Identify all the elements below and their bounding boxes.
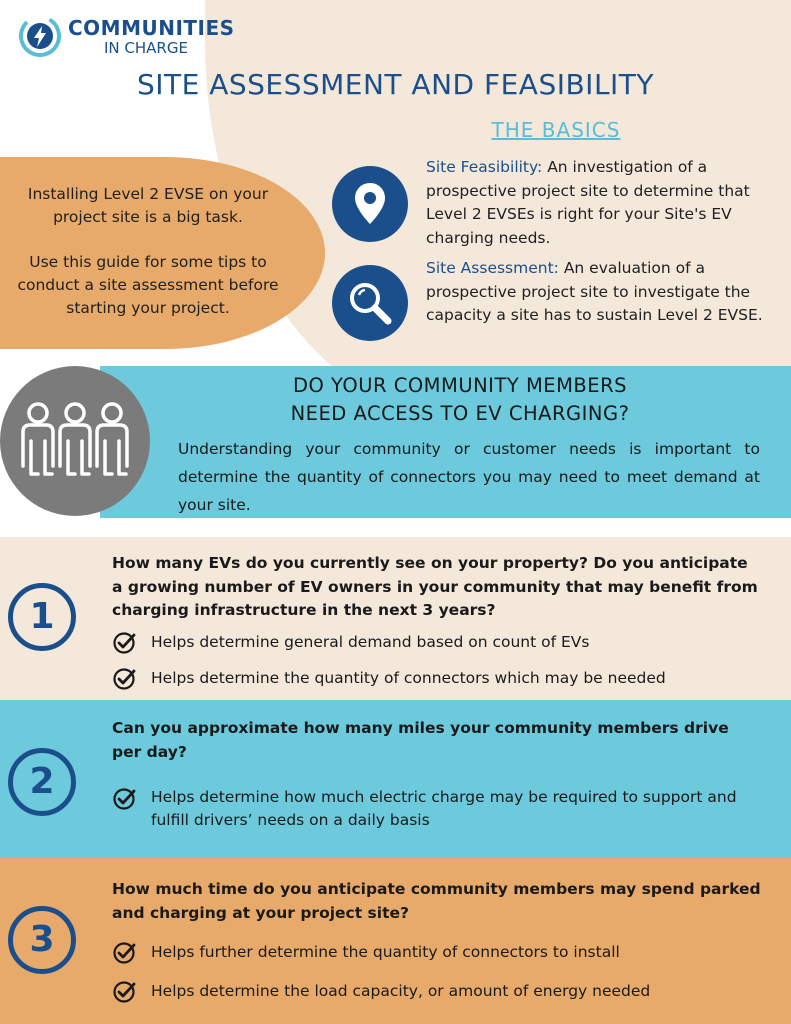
definition-assessment [426, 257, 778, 328]
question-3: How much time do you anticipate community members may spend parked and charging at your project site? [112, 880, 761, 922]
step-number-3: 3 [8, 906, 76, 974]
intro-paragraph-2: Use this guide for some tips to conduct a site assessment before starting your project. [17, 253, 279, 317]
step-number-2: 2 [8, 748, 76, 816]
help-item: Helps determine the load capacity, or amount of energy needed [151, 982, 651, 1000]
checkmark-icon [112, 941, 136, 965]
question-2: Can you approximate how many miles your community members drive per day? [112, 719, 729, 761]
definition-text: An evaluation of a prospective project site to investigate the capacity a site has to sustain Level 2 EVSE. [426, 259, 763, 324]
basics-heading: THE BASICS [491, 118, 621, 142]
logo-text-sub: IN CHARGE [104, 39, 188, 57]
logo-icon [18, 14, 62, 58]
definition-text: An investigation of a prospective project site to determine that Level 2 EVSEs is right for your Site's EV charging needs. [426, 158, 750, 247]
help-item: Helps determine general demand based on count of EVs [151, 633, 590, 651]
location-pin-icon [332, 166, 408, 242]
definition-term: Site Feasibility: [426, 158, 543, 176]
people-icon [0, 366, 150, 516]
magnifier-icon [332, 265, 408, 341]
help-item: Helps determine the quantity of connectors which may be needed [151, 669, 666, 687]
access-text: Understanding your community or customer needs is important to determine the quantity of connectors you may need to meet demand at your site. [178, 440, 760, 514]
logo-text-main: COMMUNITIES [68, 16, 235, 40]
question-1: How many EVs do you currently see on your property? Do you anticipate a growing number of EV owners in your community that may benefit from charging infrastructure in the next 3 years? [112, 554, 758, 619]
step-number-1: 1 [8, 583, 76, 651]
help-item: Helps determine how much electric charge may be required to support and fulfill drivers’ needs on a daily basis [151, 788, 737, 829]
page-title: SITE ASSESSMENT AND FEASIBILITY [136, 68, 655, 101]
access-heading-line-1: DO YOUR COMMUNITY MEMBERS [292, 374, 628, 397]
checkmark-icon [112, 787, 136, 811]
definition-feasibility [426, 156, 778, 250]
checkmark-icon [112, 631, 136, 655]
intro-text [8, 183, 288, 342]
logo [18, 12, 235, 60]
access-heading [180, 372, 740, 428]
intro-paragraph-1: Installing Level 2 EVSE on your project site is a big task. [27, 185, 269, 226]
checkmark-icon [112, 980, 136, 1004]
help-item: Helps further determine the quantity of connectors to install [151, 943, 620, 961]
checkmark-icon [112, 667, 136, 691]
definition-term: Site Assessment: [426, 259, 559, 277]
access-heading-line-2: NEED ACCESS TO EV CHARGING? [290, 402, 630, 425]
